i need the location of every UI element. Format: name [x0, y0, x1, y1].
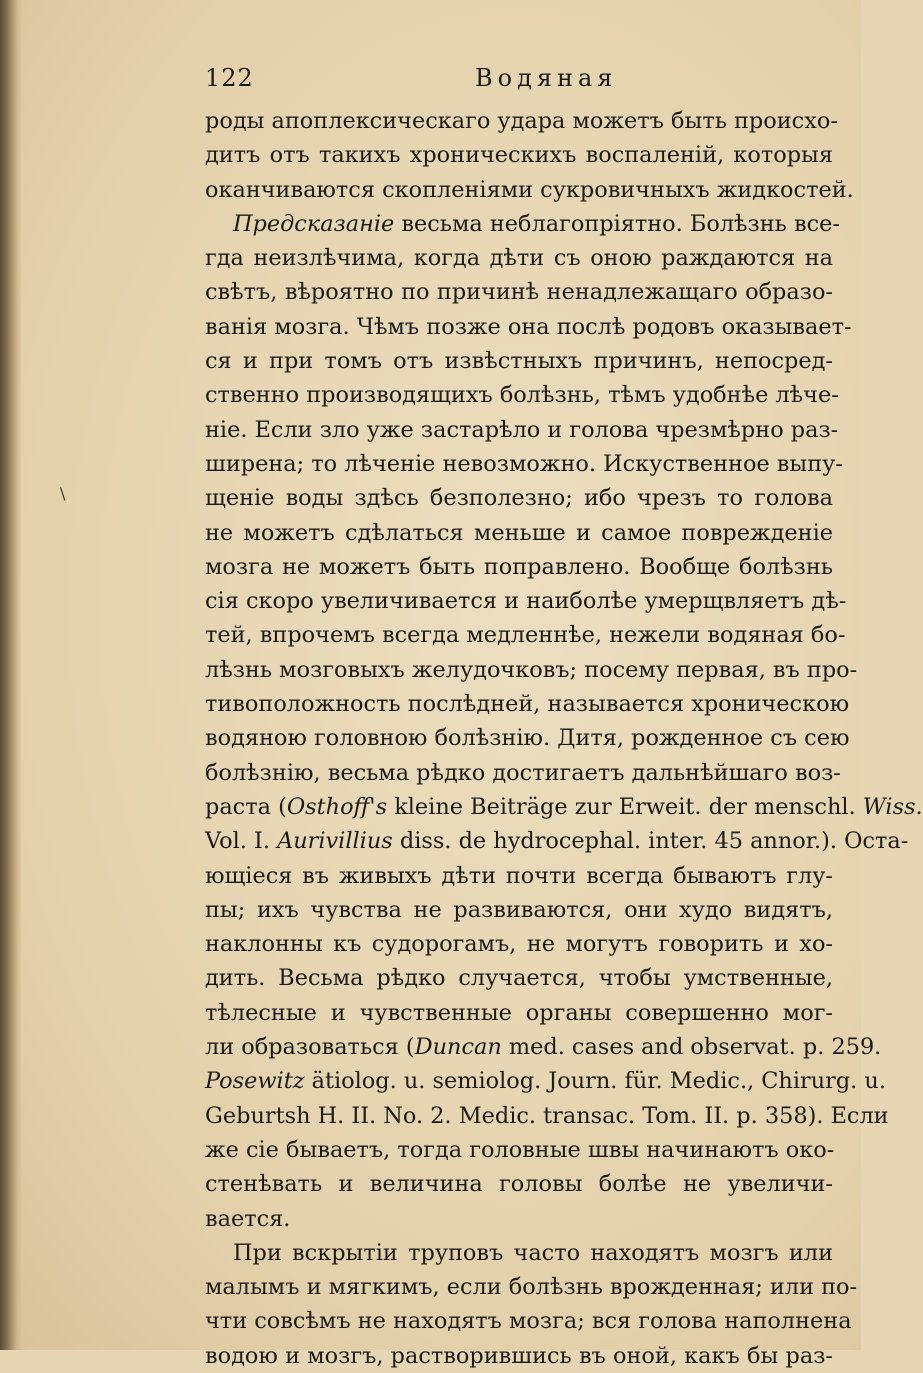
- text-segment: При вскрытіи труповъ часто находятъ мозгъ или: [233, 1239, 833, 1266]
- text-line: [205, 790, 923, 824]
- text-segment: малымъ и мягкимъ, если болѣзнь врожденная; или по-: [205, 1274, 858, 1301]
- italic-segment: Предсказаніе: [233, 210, 395, 237]
- text-line: [205, 1064, 886, 1098]
- running-head: [205, 64, 805, 104]
- text-line: [205, 1099, 889, 1133]
- page-header: Водяная: [475, 64, 618, 92]
- text-line: [205, 687, 850, 721]
- page-number: 122: [205, 64, 254, 92]
- text-line: [205, 516, 833, 550]
- text-segment: гда неизлѣчима, когда дѣти съ оною раждаются на: [205, 245, 833, 272]
- text-line: [205, 1030, 882, 1064]
- text-segment: мозга не можетъ быть поправлено. Вообще болѣзнь: [205, 553, 833, 580]
- text-segment: оканчиваются скопленіями сукровичныхъ жидкостей.: [205, 176, 854, 203]
- text-line: [205, 104, 838, 138]
- text-segment: щеніе воды здѣсь безполезно; ибо чрезъ то голова: [205, 485, 833, 512]
- text-line: [205, 893, 833, 927]
- text-line: [205, 1133, 833, 1167]
- text-line: [205, 824, 909, 858]
- text-segment: же сіе бываетъ, тогда головные швы начинаютъ око-: [205, 1136, 835, 1163]
- italic-segment: Aurivillius: [277, 828, 393, 855]
- text-line: [205, 1304, 852, 1338]
- text-line: [205, 550, 833, 584]
- text-segment: ющіеся въ живыхъ дѣти почти всегда бываютъ глу-: [205, 862, 833, 889]
- text-line: [205, 310, 852, 344]
- text-line: [205, 1339, 833, 1373]
- text-line: [205, 413, 839, 447]
- italic-segment: Wiss.: [862, 793, 923, 820]
- text-segment: тѣлесные и чувственные органы совершенно мог-: [205, 999, 833, 1026]
- text-segment: ширена; то лѣченіе невозможно. Искуственное выпу-: [205, 450, 843, 477]
- text-segment: тей, впрочемъ всегда медленнѣе, нежели водяная бо-: [205, 622, 846, 649]
- text-segment: тивоположность послѣдней, называется хроническою: [205, 691, 850, 718]
- text-segment: наклонны къ судорогамъ, не могутъ говорить и хо-: [205, 931, 833, 958]
- text-line: [205, 927, 833, 961]
- text-segment: сія скоро увеличивается и наиболѣе умерщвляетъ дѣ-: [205, 588, 847, 615]
- text-line: [205, 1236, 833, 1270]
- text-segment: ванія мозга. Чѣмъ позже она послѣ родовъ оказывает-: [205, 313, 852, 340]
- text-segment: Vol. I.: [205, 828, 278, 855]
- text-segment: дитъ отъ такихъ хроническихъ воспаленій, которыя: [205, 142, 833, 169]
- text-line: [205, 207, 840, 241]
- text-segment: весьма неблагопріятно. Болѣзнь все-: [394, 210, 840, 237]
- body-text: [205, 104, 923, 1373]
- text-segment: ли образоваться (: [205, 1034, 415, 1061]
- text-line: [205, 344, 833, 378]
- text-segment: ніе. Если зло уже застарѣло и голова чрезмѣрно раз-: [205, 416, 839, 443]
- text-line: [205, 241, 833, 275]
- text-line: [205, 447, 843, 481]
- text-segment: Geburtsh H. II. No. 2. Medic. transac. Tom. II. p. 358). Если: [205, 1102, 889, 1129]
- text-line: [205, 1202, 833, 1236]
- text-segment: роды апоплексическаго удара можетъ быть происхо-: [205, 108, 838, 134]
- text-line: [205, 1167, 833, 1201]
- text-segment: пы; ихъ чувства не развиваются, они худо видятъ,: [205, 896, 833, 923]
- text-line: [205, 859, 833, 893]
- text-segment: med. cases and observat. p. 259.: [501, 1034, 882, 1061]
- text-line: [205, 173, 854, 207]
- text-line: [205, 961, 833, 995]
- text-line: [205, 996, 833, 1030]
- text-segment: ся и при томъ отъ извѣстныхъ причинъ, непосред-: [205, 348, 833, 375]
- text-segment: болѣзнію, весьма рѣдко достигаетъ дальнѣйшаго воз-: [205, 759, 841, 786]
- text-line: [205, 618, 846, 652]
- text-segment: ственно производящихъ болѣзнь, тѣмъ удобнѣе лѣче-: [205, 382, 839, 409]
- text-line: [205, 653, 858, 687]
- text-line: [205, 721, 850, 755]
- text-segment: свѣтъ, вѣроятно по причинѣ ненадлежащаго образо-: [205, 279, 833, 306]
- text-line: [205, 481, 833, 515]
- italic-segment: Osthoff's: [286, 793, 388, 820]
- text-segment: не можетъ сдѣлаться меньше и самое поврежденіе: [205, 519, 833, 546]
- text-segment: раста (: [205, 793, 287, 820]
- text-segment: вается.: [205, 1205, 291, 1232]
- text-segment: diss. de hydrocephal. inter. 45 annor.). Оста-: [392, 828, 909, 855]
- italic-segment: Duncan: [414, 1034, 502, 1061]
- text-segment: дить. Весьма рѣдко случается, чтобы умственные,: [205, 965, 833, 992]
- text-line: [205, 756, 841, 790]
- text-line: [205, 138, 833, 172]
- text-line: [205, 584, 847, 618]
- italic-segment: Posewitz: [205, 1068, 305, 1095]
- text-segment: ätiolog. u. semiolog. Journ. für. Medic., Chirurg. u.: [304, 1068, 886, 1095]
- text-line: [205, 1270, 858, 1304]
- text-line: [205, 378, 839, 412]
- text-line: [205, 275, 833, 309]
- text-segment: чти совсѣмъ не находятъ мозга; вся голова наполнена: [205, 1308, 852, 1335]
- text-segment: kleine Beiträge zur Erweit. der menschl.: [387, 793, 863, 820]
- margin-mark: \: [60, 484, 66, 503]
- book-binding-edge: [0, 0, 22, 1350]
- text-segment: водою и мозгъ, растворившись въ оной, какъ бы раз-: [205, 1342, 833, 1369]
- text-segment: лѣзнь мозговыхъ желудочковъ; посему первая, въ про-: [205, 656, 858, 683]
- text-segment: стенѣвать и величина головы болѣе не увеличи-: [205, 1171, 833, 1198]
- text-segment: водяною головною болѣзнію. Дитя, рожденное съ сею: [205, 725, 850, 752]
